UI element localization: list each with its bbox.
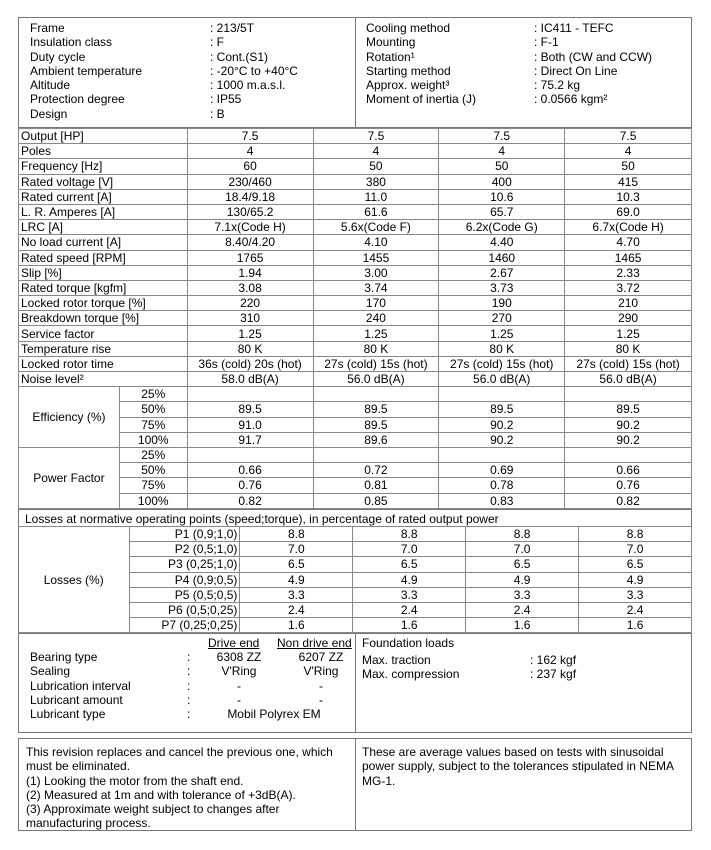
row-value: 1765 [187, 250, 313, 265]
spec-label: Frame [30, 21, 65, 35]
row-value: 0.85 [313, 493, 439, 508]
header-left-specs [30, 21, 350, 121]
note-line: power supply, subject to the tolerances stipulated in NEMA [362, 759, 674, 774]
losses-table [18, 526, 692, 633]
row-value: 10.3 [565, 189, 692, 204]
row-value: 6.7x(Code H) [565, 220, 692, 235]
performance-row [19, 220, 692, 235]
row-value: 69.0 [565, 204, 692, 219]
row-value: 89.5 [313, 417, 439, 432]
non-drive-end-value: - [319, 692, 323, 707]
power-factor-row [19, 463, 692, 478]
row-value: 27s (cold) 15s (hot) [313, 356, 439, 371]
spec-row [366, 21, 686, 35]
note-line: These are average values based on tests with sinusoidal [362, 745, 664, 759]
foundation-rows [362, 653, 682, 682]
operating-point: P5 (0,5;0,5) [130, 587, 240, 602]
bearing-label: Lubrication interval [30, 678, 131, 693]
notes-box [18, 738, 692, 831]
row-value: 89.5 [565, 402, 692, 417]
bearing-sep: : [187, 664, 191, 679]
note-line: (2) Measured at 1m and with tolerance of +3dB(A). [26, 787, 296, 802]
bearing-row [19, 664, 355, 678]
spec-label: Cooling method [366, 21, 451, 35]
row-label: Slip [%] [19, 265, 188, 280]
row-value: 7.1x(Code H) [187, 220, 313, 235]
foundation-value: : 162 kgf [530, 653, 577, 667]
row-value: 2.33 [565, 265, 692, 280]
notes-divider [355, 739, 356, 831]
foundation-row [362, 667, 682, 681]
row-value: 80 K [439, 341, 565, 356]
loss-value: 2.4 [240, 602, 353, 617]
row-value: 0.66 [187, 463, 313, 478]
bearing-label: Sealing [30, 664, 71, 679]
row-label: Locked rotor time [19, 356, 188, 371]
row-label: LRC [A] [19, 220, 188, 235]
spec-value: : -20°C to +40°C [210, 63, 298, 78]
row-value: 7.5 [565, 129, 692, 144]
efficiency-row [19, 432, 692, 447]
row-value: 4.70 [565, 235, 692, 250]
spec-row [366, 64, 686, 78]
row-value: 4 [565, 144, 692, 159]
performance-row [19, 280, 692, 295]
row-value: 4 [313, 144, 439, 159]
row-value: 89.6 [313, 432, 439, 447]
performance-row [19, 265, 692, 280]
row-value [187, 447, 313, 462]
load-label: 100% [119, 493, 187, 508]
row-value: 27s (cold) 15s (hot) [565, 356, 692, 371]
efficiency-label: Efficiency (%) [19, 387, 120, 448]
non-drive-end-value: - [319, 678, 323, 693]
bearing-row [19, 650, 355, 664]
load-label: 100% [119, 432, 187, 447]
row-value: 65.7 [439, 204, 565, 219]
row-value: 190 [439, 296, 565, 311]
spec-value: : F [210, 35, 224, 50]
note-line: MG-1. [362, 773, 396, 788]
bearing-row [19, 693, 355, 707]
performance-row [19, 356, 692, 371]
row-value: 230/460 [187, 174, 313, 189]
row-value: 1455 [313, 250, 439, 265]
spec-row [30, 50, 350, 64]
row-value: 0.66 [565, 463, 692, 478]
loss-value: 1.6 [579, 618, 692, 633]
header-right-specs [366, 21, 686, 107]
row-value: 7.5 [187, 129, 313, 144]
row-value: 0.82 [565, 493, 692, 508]
drive-end-value: - [237, 678, 241, 693]
row-value: 90.2 [439, 417, 565, 432]
row-value: 4 [439, 144, 565, 159]
row-value [313, 387, 439, 402]
row-value: 0.69 [439, 463, 565, 478]
row-label: Output [HP] [19, 129, 188, 144]
row-label: Locked rotor torque [%] [19, 296, 188, 311]
performance-row [19, 129, 692, 144]
loss-value: 1.6 [466, 618, 579, 633]
row-value: 18.4/9.18 [187, 189, 313, 204]
bearing-sep: : [187, 678, 191, 693]
loss-value: 8.8 [353, 527, 466, 542]
row-value: 50 [565, 159, 692, 174]
power-factor-label: Power Factor [19, 447, 120, 508]
spec-value: : 0.0566 kgm² [534, 92, 608, 107]
row-value: 56.0 dB(A) [313, 372, 439, 387]
bearing-label: Lubricant amount [30, 692, 123, 707]
row-label: Rated speed [RPM] [19, 250, 188, 265]
row-value: 50 [313, 159, 439, 174]
load-label: 75% [119, 478, 187, 493]
bearing-row [19, 679, 355, 693]
row-value: 4.40 [439, 235, 565, 250]
spec-value: : 213/5T [210, 21, 255, 35]
note-line: must be eliminated. [26, 759, 131, 774]
row-value: 415 [565, 174, 692, 189]
row-value: 3.74 [313, 280, 439, 295]
loss-value: 7.0 [466, 542, 579, 557]
row-value: 80 K [565, 341, 692, 356]
non-drive-end-value: V'Ring [303, 664, 339, 679]
operating-point: P7 (0,25;0,25) [130, 618, 240, 633]
load-label: 25% [119, 447, 187, 462]
loss-value: 3.3 [466, 587, 579, 602]
row-value: 130/65.2 [187, 204, 313, 219]
row-label: Frequency [Hz] [19, 159, 188, 174]
bearing-sep: : [187, 692, 191, 707]
spec-value: : Both (CW and CCW) [534, 49, 653, 64]
spec-label: Starting method [366, 63, 451, 78]
row-value: 0.81 [313, 478, 439, 493]
row-value: 400 [439, 174, 565, 189]
row-label: Rated voltage [V] [19, 174, 188, 189]
spec-value: : Cont.(S1) [210, 49, 269, 64]
spec-value: : B [210, 106, 225, 121]
loss-value: 8.8 [240, 527, 353, 542]
loss-value: 1.6 [240, 618, 353, 633]
spec-row [30, 64, 350, 78]
bearing-label: Bearing type [30, 650, 98, 664]
loss-value: 3.3 [353, 587, 466, 602]
loss-value: 8.8 [579, 527, 692, 542]
row-value: 2.67 [439, 265, 565, 280]
row-value: 89.5 [187, 402, 313, 417]
row-value: 90.2 [565, 432, 692, 447]
operating-point: P4 (0,9;0,5) [130, 572, 240, 587]
non-drive-end-header: Non drive end [277, 636, 352, 650]
row-value: 80 K [187, 341, 313, 356]
loss-value: 3.3 [240, 587, 353, 602]
header-box [18, 17, 692, 128]
operating-point: P1 (0,9;1,0) [130, 527, 240, 542]
row-value: 56.0 dB(A) [439, 372, 565, 387]
performance-row [19, 326, 692, 341]
spec-label: Protection degree [30, 92, 125, 107]
performance-table [18, 128, 692, 509]
load-label: 50% [119, 463, 187, 478]
load-label: 50% [119, 402, 187, 417]
power-factor-row [19, 478, 692, 493]
note-line: This revision replaces and cancel the previous one, which [26, 745, 333, 759]
row-label: Noise level² [19, 372, 188, 387]
spec-row [366, 78, 686, 92]
efficiency-row [19, 402, 692, 417]
foundation-title: Foundation loads [362, 636, 455, 650]
foundation-row [362, 653, 682, 667]
performance-row [19, 159, 692, 174]
efficiency-row [19, 417, 692, 432]
row-label: Service factor [19, 326, 188, 341]
row-value: 11.0 [313, 189, 439, 204]
bearing-sep: : [187, 650, 191, 664]
row-value: 380 [313, 174, 439, 189]
loss-value: 7.0 [240, 542, 353, 557]
spec-label: Moment of inertia (J) [366, 92, 477, 107]
loss-value: 3.3 [579, 587, 692, 602]
bearing-label: Lubricant type [30, 707, 106, 722]
row-value: 4 [187, 144, 313, 159]
row-value: 240 [313, 311, 439, 326]
row-value: 50 [439, 159, 565, 174]
foundation-label: Max. compression [362, 667, 460, 682]
losses-label: Losses (%) [18, 527, 130, 633]
row-label: Temperature rise [19, 341, 188, 356]
row-value: 5.6x(Code F) [313, 220, 439, 235]
drive-end-value: V'Ring [221, 664, 257, 679]
row-value: 3.73 [439, 280, 565, 295]
row-value [565, 387, 692, 402]
row-label: Breakdown torque [%] [19, 311, 188, 326]
spec-label: Altitude [30, 78, 71, 93]
spec-row [30, 35, 350, 49]
row-value: 0.78 [439, 478, 565, 493]
performance-row [19, 204, 692, 219]
performance-row [19, 341, 692, 356]
note-line: (1) Looking the motor from the shaft end. [26, 773, 244, 788]
efficiency-row [19, 387, 692, 402]
drive-end-header: Drive end [208, 636, 260, 650]
loss-value: 7.0 [579, 542, 692, 557]
row-value [565, 447, 692, 462]
drive-end-value: 6308 ZZ [216, 650, 262, 664]
loss-value: 2.4 [466, 602, 579, 617]
note-line: (3) Approximate weight subject to changes after [26, 802, 280, 817]
row-label: Poles [19, 144, 188, 159]
row-value: 27s (cold) 15s (hot) [439, 356, 565, 371]
row-value: 4.10 [313, 235, 439, 250]
row-value: 6.2x(Code G) [439, 220, 565, 235]
row-value: 310 [187, 311, 313, 326]
power-factor-row [19, 493, 692, 508]
performance-row [19, 250, 692, 265]
losses-row [18, 527, 692, 542]
notes-right [362, 745, 687, 788]
spec-value: : 75.2 kg [534, 78, 581, 93]
foundation-value: : 237 kgf [530, 667, 577, 682]
non-drive-end-value: 6207 ZZ [298, 650, 344, 664]
spec-row [30, 78, 350, 92]
losses-title: Losses at normative operating points (speed;torque), in percentage of rated output power [25, 512, 499, 526]
operating-point: P3 (0,25;1,0) [130, 557, 240, 572]
row-value: 91.7 [187, 432, 313, 447]
row-value: 1460 [439, 250, 565, 265]
bearing-row [19, 707, 355, 721]
row-value: 60 [187, 159, 313, 174]
row-value: 210 [565, 296, 692, 311]
row-label: L. R. Amperes [A] [19, 204, 188, 219]
row-value: 0.72 [313, 463, 439, 478]
row-value: 89.5 [439, 402, 565, 417]
row-value: 3.00 [313, 265, 439, 280]
performance-row [19, 296, 692, 311]
row-value: 220 [187, 296, 313, 311]
row-value: 89.5 [313, 402, 439, 417]
row-value: 61.6 [313, 204, 439, 219]
row-value: 290 [565, 311, 692, 326]
row-value: 58.0 dB(A) [187, 372, 313, 387]
loss-value: 1.6 [353, 618, 466, 633]
operating-point: P6 (0,5;0,25) [130, 602, 240, 617]
bearing-sep: : [187, 707, 191, 722]
row-value: 1.25 [565, 326, 692, 341]
loss-value: 4.9 [466, 572, 579, 587]
drive-end-value: - [237, 692, 241, 707]
power-factor-row [19, 447, 692, 462]
row-value: 170 [313, 296, 439, 311]
foundation-label: Max. traction [362, 653, 431, 667]
row-value: 0.82 [187, 493, 313, 508]
spec-label: Insulation class [30, 35, 113, 50]
row-value [187, 387, 313, 402]
spec-value: : IC411 - TEFC [534, 21, 614, 35]
row-value [313, 447, 439, 462]
operating-point: P2 (0,5;1,0) [130, 542, 240, 557]
notes-left [26, 745, 351, 831]
loss-value: 4.9 [579, 572, 692, 587]
loss-value: 2.4 [353, 602, 466, 617]
row-value: 1.25 [187, 326, 313, 341]
row-value: 1.94 [187, 265, 313, 280]
performance-row [19, 372, 692, 387]
loss-value: 6.5 [466, 557, 579, 572]
drive-end-value: Mobil Polyrex EM [227, 707, 321, 722]
spec-label: Ambient temperature [30, 63, 143, 78]
row-value: 8.40/4.20 [187, 235, 313, 250]
loss-value: 4.9 [353, 572, 466, 587]
row-value: 0.76 [187, 478, 313, 493]
row-value: 56.0 dB(A) [565, 372, 692, 387]
row-value [439, 387, 565, 402]
row-value: 3.08 [187, 280, 313, 295]
loss-value: 2.4 [579, 602, 692, 617]
load-label: 25% [119, 387, 187, 402]
spec-row [30, 21, 350, 35]
loss-value: 7.0 [353, 542, 466, 557]
spec-label: Rotation¹ [366, 49, 415, 64]
note-line: manufacturing process. [26, 816, 151, 831]
row-value: 1.25 [439, 326, 565, 341]
bearing-rows [19, 650, 355, 721]
row-value: 3.72 [565, 280, 692, 295]
spec-row [366, 50, 686, 64]
row-value: 270 [439, 311, 565, 326]
row-value: 1.25 [313, 326, 439, 341]
row-value: 80 K [313, 341, 439, 356]
row-value: 90.2 [439, 432, 565, 447]
row-value: 0.83 [439, 493, 565, 508]
row-label: Rated torque [kgfm] [19, 280, 188, 295]
loss-value: 6.5 [240, 557, 353, 572]
performance-row [19, 189, 692, 204]
row-value: 91.0 [187, 417, 313, 432]
loss-value: 4.9 [240, 572, 353, 587]
performance-row [19, 311, 692, 326]
row-value [439, 447, 565, 462]
spec-row [30, 107, 350, 121]
header-divider [355, 18, 356, 128]
spec-row [366, 92, 686, 106]
spec-label: Duty cycle [30, 49, 86, 64]
spec-value: : Direct On Line [534, 63, 618, 78]
spec-label: Approx. weight³ [366, 78, 450, 93]
loss-value: 6.5 [353, 557, 466, 572]
bearing-box [18, 633, 692, 733]
row-label: Rated current [A] [19, 189, 188, 204]
row-value: 7.5 [313, 129, 439, 144]
load-label: 75% [119, 417, 187, 432]
performance-row [19, 144, 692, 159]
row-value: 36s (cold) 20s (hot) [187, 356, 313, 371]
spec-value: : 1000 m.a.s.l. [210, 78, 286, 93]
spec-value: : F-1 [534, 35, 559, 50]
row-value: 10.6 [439, 189, 565, 204]
row-label: No load current [A] [19, 235, 188, 250]
spec-label: Mounting [366, 35, 416, 50]
spec-value: : IP55 [210, 92, 242, 107]
spec-row [30, 92, 350, 106]
spec-label: Design [30, 106, 68, 121]
spec-row [366, 35, 686, 49]
row-value: 7.5 [439, 129, 565, 144]
loss-value: 8.8 [466, 527, 579, 542]
performance-row [19, 235, 692, 250]
row-value: 1465 [565, 250, 692, 265]
row-value: 90.2 [565, 417, 692, 432]
performance-row [19, 174, 692, 189]
loss-value: 6.5 [579, 557, 692, 572]
row-value: 0.76 [565, 478, 692, 493]
